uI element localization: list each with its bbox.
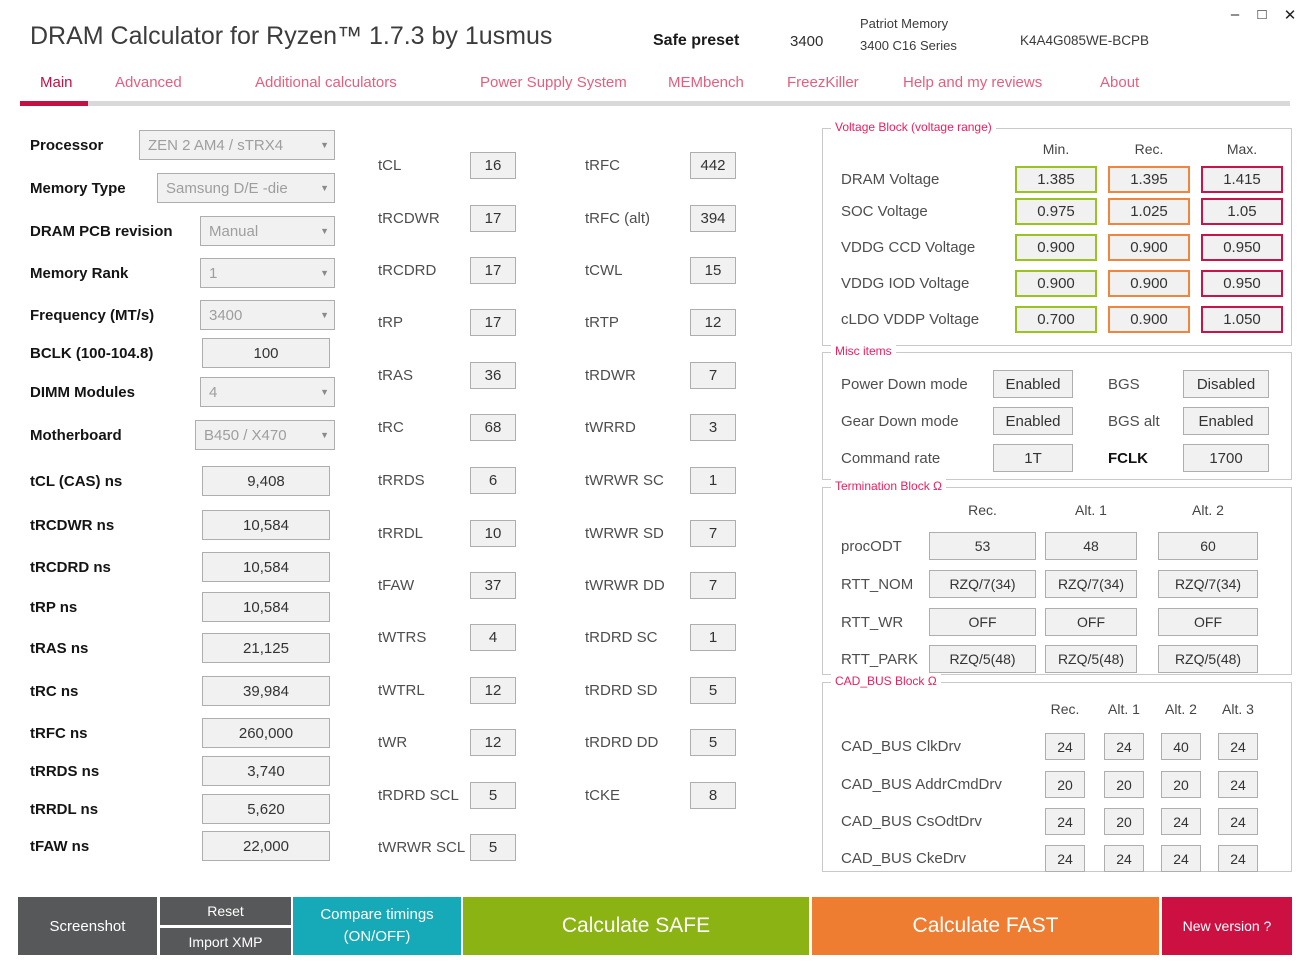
timing-label-tcwl: tCWL xyxy=(585,262,623,279)
timing-label-tfaw: tFAW xyxy=(378,577,415,594)
misc-value-power-down-mode: Enabled xyxy=(993,370,1073,398)
timing-label-twtrl: tWTRL xyxy=(378,682,425,699)
timing-label-twtrs: tWTRS xyxy=(378,629,427,646)
voltage-value-vddg-iod-voltage-min: 0.900 xyxy=(1015,270,1097,297)
misc-items-block xyxy=(822,344,1292,480)
memory-module-info xyxy=(860,13,957,57)
readonly-value-trrds-ns: 3,740 xyxy=(202,756,330,786)
timing-input-trdwr[interactable]: 7 xyxy=(690,362,736,389)
cad-bus-block xyxy=(822,674,1292,872)
voltage-header-min: Min. xyxy=(1042,141,1070,157)
tab-about[interactable]: About xyxy=(1100,74,1140,91)
tab-underline-active xyxy=(20,101,88,106)
calculate-fast-button[interactable]: Calculate FAST xyxy=(812,897,1159,955)
termination-label-rtt-park: RTT_PARK xyxy=(841,650,918,668)
dropdown-dram-pcb-revision[interactable] xyxy=(200,216,335,246)
readonly-value-trrdl-ns: 5,620 xyxy=(202,794,330,824)
termination-value-rtt-wr-rec: OFF xyxy=(929,608,1036,636)
new-version-button[interactable]: New version ? xyxy=(1162,897,1292,955)
timing-label-twrwr-sc: tWRWR SC xyxy=(585,472,664,489)
chevron-down-icon: ▼ xyxy=(320,268,329,278)
timing-label-twrrd: tWRRD xyxy=(585,419,636,436)
input-bclk-100-104-8[interactable]: 100 xyxy=(202,338,330,368)
timing-input-twrwr-sc[interactable]: 1 xyxy=(690,467,736,494)
field-label-dimm-modules: DIMM Modules xyxy=(30,383,135,401)
timing-input-trfc-alt[interactable]: 394 xyxy=(690,205,736,232)
voltage-block xyxy=(822,120,1292,346)
field-label-trrds-ns: tRRDS ns xyxy=(30,762,100,780)
tab-advanced[interactable]: Advanced xyxy=(115,74,182,91)
dropdown-memory-rank[interactable] xyxy=(200,258,335,288)
misc-label-power-down-mode: Power Down mode xyxy=(841,375,968,393)
timing-label-trrdl: tRRDL xyxy=(378,525,424,542)
field-label-trrdl-ns: tRRDL ns xyxy=(30,800,99,818)
voltage-value-soc-voltage-rec: 1.025 xyxy=(1108,198,1190,225)
misc-value-bgs: Disabled xyxy=(1183,370,1269,398)
misc-label-command-rate: Command rate xyxy=(841,449,941,467)
field-label-trp-ns: tRP ns xyxy=(30,598,78,616)
chevron-down-icon: ▼ xyxy=(320,387,329,397)
timing-input-trtp[interactable]: 12 xyxy=(690,309,736,336)
timing-input-twrwr-sd[interactable]: 7 xyxy=(690,520,736,547)
compare-timings-label-line2: (ON/OFF) xyxy=(343,928,411,945)
termination-value-procodt-alt-2: 60 xyxy=(1158,532,1258,560)
cad-bus-value-cad-bus-ckedrv-rec: 24 xyxy=(1045,845,1085,872)
tab-membench[interactable]: MEMbench xyxy=(668,74,744,91)
cad-bus-header-alt-1: Alt. 1 xyxy=(1108,701,1140,717)
readonly-value-tras-ns: 21,125 xyxy=(202,633,330,663)
dropdown-value-motherboard: B450 / X470 xyxy=(204,426,287,444)
tab-additional-calculators[interactable]: Additional calculators xyxy=(255,74,397,91)
misc-label-gear-down-mode: Gear Down mode xyxy=(841,412,959,430)
cad-bus-block-title: CAD_BUS Block Ω xyxy=(831,674,941,688)
timing-label-twr: tWR xyxy=(378,734,408,751)
readonly-value-tfaw-ns: 22,000 xyxy=(202,831,330,861)
timing-input-tcke[interactable]: 8 xyxy=(690,782,736,809)
tab-underline-track xyxy=(20,101,1290,106)
voltage-value-cldo-vddp-voltage-max: 1.050 xyxy=(1201,306,1283,333)
misc-value-fclk: 1700 xyxy=(1183,444,1269,472)
timing-input-trfc[interactable]: 442 xyxy=(690,152,736,179)
voltage-value-soc-voltage-min: 0.975 xyxy=(1015,198,1097,225)
misc-label-bgs-alt: BGS alt xyxy=(1108,412,1160,430)
timing-label-twrwr-sd: tWRWR SD xyxy=(585,525,664,542)
field-label-trfc-ns: tRFC ns xyxy=(30,724,88,742)
timing-label-trcdrd: tRCDRD xyxy=(378,262,437,279)
field-label-motherboard: Motherboard xyxy=(30,426,122,444)
misc-items-title: Misc items xyxy=(831,344,896,358)
timing-label-trdwr: tRDWR xyxy=(585,367,636,384)
voltage-header-rec: Rec. xyxy=(1134,141,1164,157)
readonly-value-tcl-cas-ns: 9,408 xyxy=(202,466,330,496)
cad-bus-value-cad-bus-addrcmddrv-alt-3: 24 xyxy=(1218,771,1258,798)
misc-label-bgs: BGS xyxy=(1108,375,1140,393)
reset-button[interactable]: Reset xyxy=(160,897,291,925)
cad-bus-header-rec: Rec. xyxy=(1050,701,1080,717)
cad-bus-value-cad-bus-csodtdrv-alt-2: 24 xyxy=(1161,808,1201,835)
timing-input-tcwl[interactable]: 15 xyxy=(690,257,736,284)
timing-label-trdrd-dd: tRDRD DD xyxy=(585,734,659,751)
cad-bus-label-cad-bus-clkdrv: CAD_BUS ClkDrv xyxy=(841,738,962,755)
dropdown-value-memory-rank: 1 xyxy=(209,264,218,282)
termination-label-rtt-wr: RTT_WR xyxy=(841,613,904,631)
cad-bus-value-cad-bus-clkdrv-rec: 24 xyxy=(1045,733,1085,760)
misc-value-bgs-alt: Enabled xyxy=(1183,407,1269,435)
timing-label-tras: tRAS xyxy=(378,367,414,384)
voltage-value-dram-voltage-rec: 1.395 xyxy=(1108,166,1190,193)
cad-bus-value-cad-bus-ckedrv-alt-1: 24 xyxy=(1104,845,1144,872)
termination-value-rtt-park-rec: RZQ/5(48) xyxy=(929,645,1036,673)
chevron-down-icon: ▼ xyxy=(320,310,329,320)
voltage-value-dram-voltage-min: 1.385 xyxy=(1015,166,1097,193)
preset-frequency: 3400 xyxy=(790,33,824,50)
timing-input-trcdwr[interactable]: 17 xyxy=(470,205,516,232)
chevron-down-icon: ▼ xyxy=(320,226,329,236)
field-label-bclk-100-104-8: BCLK (100-104.8) xyxy=(30,344,154,362)
cad-bus-value-cad-bus-ckedrv-alt-2: 24 xyxy=(1161,845,1201,872)
termination-header-alt-2: Alt. 2 xyxy=(1192,502,1224,518)
timing-label-trdrd-sd: tRDRD SD xyxy=(585,682,658,699)
termination-header-alt-1: Alt. 1 xyxy=(1075,502,1107,518)
misc-value-gear-down-mode: Enabled xyxy=(993,407,1073,435)
field-label-tras-ns: tRAS ns xyxy=(30,639,89,657)
preset-label: Safe preset xyxy=(653,32,740,49)
field-label-trc-ns: tRC ns xyxy=(30,682,79,700)
voltage-label-vddg-ccd-voltage: VDDG CCD Voltage xyxy=(841,239,976,256)
memory-series: 3400 C16 Series xyxy=(860,38,957,53)
timing-input-twrwr-scl[interactable]: 5 xyxy=(470,834,516,861)
tab-help-and-my-reviews[interactable]: Help and my reviews xyxy=(903,74,1043,91)
timing-input-twtrs[interactable]: 4 xyxy=(470,624,516,651)
misc-value-command-rate: 1T xyxy=(993,444,1073,472)
readonly-value-trcdrd-ns: 10,584 xyxy=(202,552,330,582)
timing-input-twrrd[interactable]: 3 xyxy=(690,414,736,441)
dropdown-processor[interactable] xyxy=(139,130,335,160)
dropdown-frequency-mt-s[interactable] xyxy=(200,300,335,330)
timing-input-trrds[interactable]: 6 xyxy=(470,467,516,494)
cad-bus-value-cad-bus-addrcmddrv-alt-1: 20 xyxy=(1104,771,1144,798)
voltage-label-soc-voltage: SOC Voltage xyxy=(841,203,928,220)
timing-input-trcdrd[interactable]: 17 xyxy=(470,257,516,284)
compare-timings-label-line1: Compare timings xyxy=(320,906,434,923)
chevron-down-icon: ▼ xyxy=(320,183,329,193)
termination-value-rtt-wr-alt-2: OFF xyxy=(1158,608,1258,636)
timing-label-trdrd-scl: tRDRD SCL xyxy=(378,787,459,804)
readonly-value-trp-ns: 10,584 xyxy=(202,592,330,622)
voltage-value-vddg-ccd-voltage-max: 0.950 xyxy=(1201,234,1283,261)
timing-input-trdrd-scl[interactable]: 5 xyxy=(470,782,516,809)
memory-vendor: Patriot Memory xyxy=(860,16,949,31)
dropdown-memory-type[interactable] xyxy=(157,173,335,203)
termination-value-rtt-park-alt-2: RZQ/5(48) xyxy=(1158,645,1258,673)
dropdown-dimm-modules[interactable] xyxy=(200,377,335,407)
voltage-value-vddg-iod-voltage-rec: 0.900 xyxy=(1108,270,1190,297)
termination-value-procodt-rec: 53 xyxy=(929,532,1036,560)
timing-input-trdrd-sd[interactable]: 5 xyxy=(690,677,736,704)
termination-block-title: Termination Block Ω xyxy=(831,479,946,493)
field-label-tcl-cas-ns: tCL (CAS) ns xyxy=(30,472,123,490)
field-label-processor: Processor xyxy=(30,136,104,154)
calculate-safe-button[interactable]: Calculate SAFE xyxy=(463,897,809,955)
cad-bus-value-cad-bus-csodtdrv-alt-1: 20 xyxy=(1104,808,1144,835)
timing-input-twr[interactable]: 12 xyxy=(470,729,516,756)
field-label-tfaw-ns: tFAW ns xyxy=(30,837,90,855)
timing-input-trdrd-sc[interactable]: 1 xyxy=(690,624,736,651)
voltage-value-soc-voltage-max: 1.05 xyxy=(1201,198,1283,225)
timing-label-trdrd-sc: tRDRD SC xyxy=(585,629,658,646)
voltage-value-vddg-ccd-voltage-rec: 0.900 xyxy=(1108,234,1190,261)
termination-value-procodt-alt-1: 48 xyxy=(1045,532,1137,560)
cad-bus-header-alt-3: Alt. 3 xyxy=(1222,701,1254,717)
tab-freezkiller[interactable]: FreezKiller xyxy=(787,74,859,91)
field-label-frequency-mt-s: Frequency (MT/s) xyxy=(30,306,155,324)
readonly-value-trcdwr-ns: 10,584 xyxy=(202,510,330,540)
dropdown-value-frequency-mt-s: 3400 xyxy=(209,306,243,324)
termination-label-rtt-nom: RTT_NOM xyxy=(841,575,914,593)
timing-label-trc: tRC xyxy=(378,419,404,436)
maximize-button[interactable]: □ xyxy=(1257,6,1267,23)
screenshot-button[interactable]: Screenshot xyxy=(18,897,157,955)
dropdown-motherboard[interactable] xyxy=(195,420,335,450)
cad-bus-value-cad-bus-csodtdrv-rec: 24 xyxy=(1045,808,1085,835)
readonly-value-trfc-ns: 260,000 xyxy=(202,718,330,748)
voltage-value-cldo-vddp-voltage-min: 0.700 xyxy=(1015,306,1097,333)
voltage-block-title: Voltage Block (voltage range) xyxy=(831,120,996,134)
import-xmp-button[interactable]: Import XMP xyxy=(160,928,291,955)
compare-timings-button[interactable] xyxy=(293,897,461,955)
timing-input-tras[interactable]: 36 xyxy=(470,362,516,389)
field-label-memory-type: Memory Type xyxy=(30,179,126,197)
tab-power-supply-system[interactable]: Power Supply System xyxy=(480,74,627,91)
timing-input-trdrd-dd[interactable]: 5 xyxy=(690,729,736,756)
dropdown-value-dimm-modules: 4 xyxy=(209,383,218,401)
timing-input-twtrl[interactable]: 12 xyxy=(470,677,516,704)
cad-bus-value-cad-bus-addrcmddrv-alt-2: 20 xyxy=(1161,771,1201,798)
close-button[interactable]: ✕ xyxy=(1283,7,1297,24)
timing-label-trrds: tRRDS xyxy=(378,472,425,489)
timing-label-trfc: tRFC xyxy=(585,157,620,174)
timing-input-tfaw[interactable]: 37 xyxy=(470,572,516,599)
termination-value-rtt-wr-alt-1: OFF xyxy=(1045,608,1137,636)
tab-main[interactable]: Main xyxy=(40,74,73,91)
voltage-value-cldo-vddp-voltage-rec: 0.900 xyxy=(1108,306,1190,333)
timing-label-twrwr-scl: tWRWR SCL xyxy=(378,839,466,856)
voltage-label-cldo-vddp-voltage: cLDO VDDP Voltage xyxy=(841,311,980,328)
timing-input-twrwr-dd[interactable]: 7 xyxy=(690,572,736,599)
cad-bus-value-cad-bus-csodtdrv-alt-3: 24 xyxy=(1218,808,1258,835)
termination-block xyxy=(822,479,1292,675)
dropdown-value-processor: ZEN 2 AM4 / sTRX4 xyxy=(148,136,284,154)
timing-label-trp: tRP xyxy=(378,314,404,331)
timing-input-trc[interactable]: 68 xyxy=(470,414,516,441)
timing-label-tcl: tCL xyxy=(378,157,402,174)
voltage-value-vddg-iod-voltage-max: 0.950 xyxy=(1201,270,1283,297)
termination-header-rec: Rec. xyxy=(968,502,997,518)
chevron-down-icon: ▼ xyxy=(320,140,329,150)
timing-label-trcdwr: tRCDWR xyxy=(378,210,440,227)
termination-value-rtt-park-alt-1: RZQ/5(48) xyxy=(1045,645,1137,673)
app-title: DRAM Calculator for Ryzen™ 1.7.3 by 1usmus xyxy=(30,22,553,50)
termination-value-rtt-nom-alt-2: RZQ/7(34) xyxy=(1158,570,1258,598)
field-label-trcdwr-ns: tRCDWR ns xyxy=(30,516,115,534)
readonly-value-trc-ns: 39,984 xyxy=(202,676,330,706)
chevron-down-icon: ▼ xyxy=(320,430,329,440)
misc-label-fclk: FCLK xyxy=(1108,449,1148,467)
timing-label-twrwr-dd: tWRWR DD xyxy=(585,577,665,594)
dropdown-value-memory-type: Samsung D/E -die xyxy=(166,179,288,197)
timing-input-trp[interactable]: 17 xyxy=(470,309,516,336)
minimize-button[interactable]: – xyxy=(1230,6,1240,23)
field-label-dram-pcb-revision: DRAM PCB revision xyxy=(30,222,173,240)
voltage-value-dram-voltage-max: 1.415 xyxy=(1201,166,1283,193)
cad-bus-value-cad-bus-addrcmddrv-rec: 20 xyxy=(1045,771,1085,798)
termination-value-rtt-nom-alt-1: RZQ/7(34) xyxy=(1045,570,1137,598)
field-label-trcdrd-ns: tRCDRD ns xyxy=(30,558,111,576)
cad-bus-value-cad-bus-clkdrv-alt-3: 24 xyxy=(1218,733,1258,760)
cad-bus-value-cad-bus-ckedrv-alt-3: 24 xyxy=(1218,845,1258,872)
cad-bus-header-alt-2: Alt. 2 xyxy=(1165,701,1197,717)
timing-input-trrdl[interactable]: 10 xyxy=(470,520,516,547)
cad-bus-value-cad-bus-clkdrv-alt-1: 24 xyxy=(1104,733,1144,760)
voltage-value-vddg-ccd-voltage-min: 0.900 xyxy=(1015,234,1097,261)
cad-bus-label-cad-bus-csodtdrv: CAD_BUS CsOdtDrv xyxy=(841,813,982,830)
termination-value-rtt-nom-rec: RZQ/7(34) xyxy=(929,570,1036,598)
voltage-header-max: Max. xyxy=(1226,141,1258,157)
timing-label-tcke: tCKE xyxy=(585,787,621,804)
field-label-memory-rank: Memory Rank xyxy=(30,264,129,282)
cad-bus-value-cad-bus-clkdrv-alt-2: 40 xyxy=(1161,733,1201,760)
voltage-label-vddg-iod-voltage: VDDG IOD Voltage xyxy=(841,275,970,292)
timing-label-trfc-alt: tRFC (alt) xyxy=(585,210,650,227)
timing-input-tcl[interactable]: 16 xyxy=(470,152,516,179)
cad-bus-label-cad-bus-ckedrv: CAD_BUS CkeDrv xyxy=(841,850,967,867)
timing-label-trtp: tRTP xyxy=(585,314,619,331)
cad-bus-label-cad-bus-addrcmddrv: CAD_BUS AddrCmdDrv xyxy=(841,776,1002,793)
dropdown-value-dram-pcb-revision: Manual xyxy=(209,222,259,240)
voltage-label-dram-voltage: DRAM Voltage xyxy=(841,171,940,188)
memory-part-number: K4A4G085WE-BCPB xyxy=(1020,33,1150,48)
termination-label-procodt: procODT xyxy=(841,537,902,555)
